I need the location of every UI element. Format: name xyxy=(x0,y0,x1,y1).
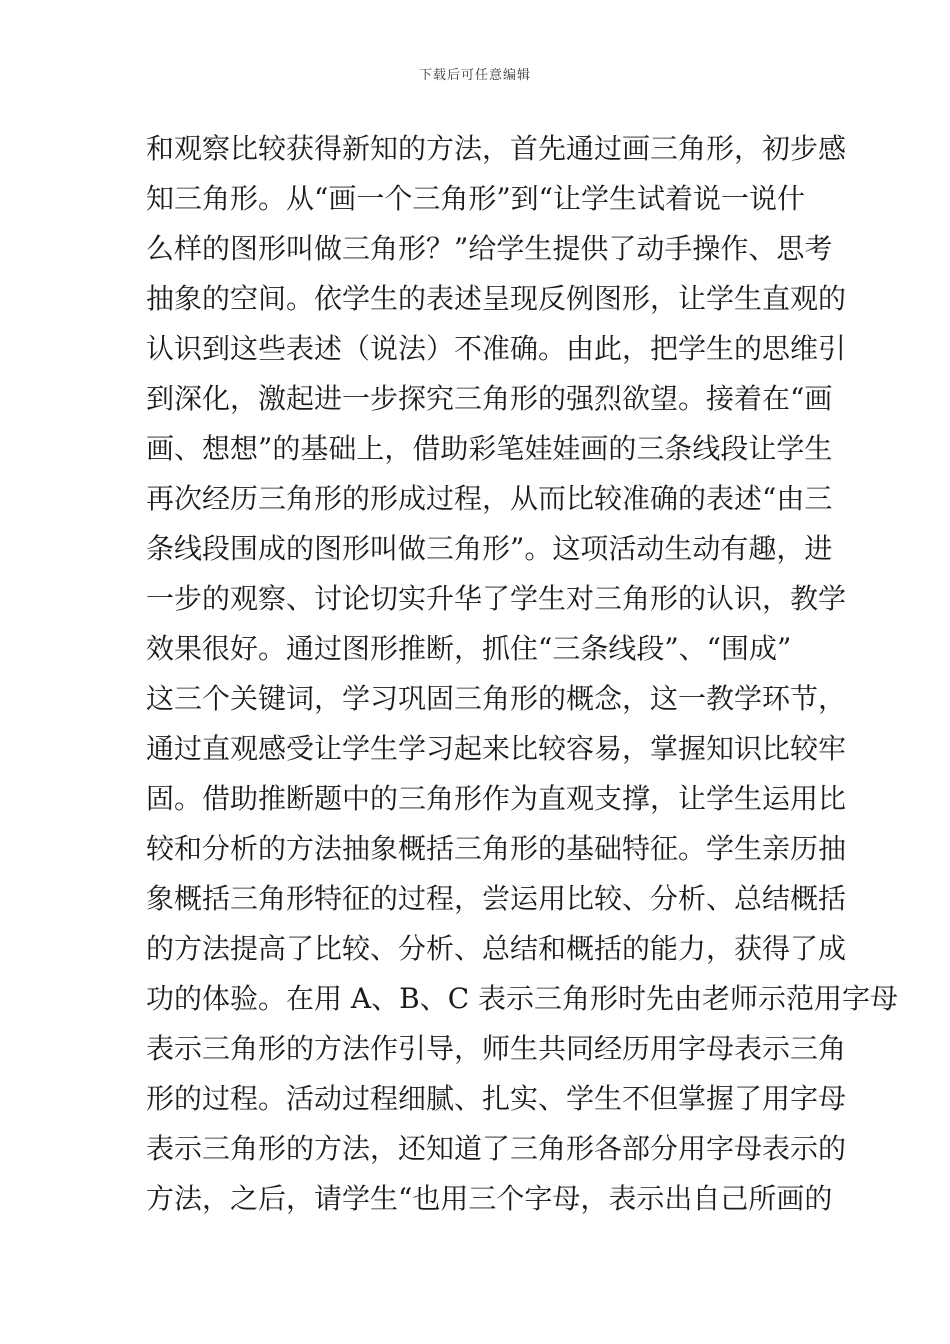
text-line: 到深化，激起进一步探究三角形的强烈欲望。接着在“画 xyxy=(146,382,833,415)
text-line: 再次经历三角形的形成过程，从而比较准确的表述“由三 xyxy=(146,482,833,515)
text-line: 固。借助推断题中的三角形作为直观支撑，让学生运用比 xyxy=(146,782,847,815)
text-line: 一步的观察、讨论切实升华了学生对三角形的认识，教学 xyxy=(146,582,847,615)
text-line: 象概括三角形特征的过程，尝运用比较、分析、总结概括 xyxy=(146,882,847,915)
text-line: 功的体验。在用 A、B、C 表示三角形时先由老师示范用字母 xyxy=(146,982,899,1015)
text-line: 表示三角形的方法，还知道了三角形各部分用字母表示的 xyxy=(146,1132,847,1165)
text-line: 知三角形。从“画一个三角形”到“让学生试着说一说什 xyxy=(146,182,805,215)
text-line: 效果很好。通过图形推断，抓住“三条线段”、“围成” xyxy=(146,632,792,665)
text-line: 这三个关键词，学习巩固三角形的概念，这一教学环节， xyxy=(146,682,847,715)
page-header: 下载后可任意编辑 xyxy=(418,68,531,83)
text-line: 较和分析的方法抽象概括三角形的基础特征。学生亲历抽 xyxy=(146,832,847,865)
text-line: 通过直观感受让学生学习起来比较容易，掌握知识比较牢 xyxy=(146,732,847,765)
text-line: 画、想想”的基础上，借助彩笔娃娃画的三条线段让学生 xyxy=(146,432,833,465)
document-body xyxy=(146,124,899,1224)
text-line: 认识到这些表述（说法）不准确。由此，把学生的思维引 xyxy=(146,332,847,365)
text-line: 么样的图形叫做三角形？”给学生提供了动手操作、思考 xyxy=(146,232,833,265)
text-line: 和观察比较获得新知的方法，首先通过画三角形，初步感 xyxy=(146,132,847,165)
text-line: 的方法提高了比较、分析、总结和概括的能力，获得了成 xyxy=(146,932,847,965)
text-line: 抽象的空间。依学生的表述呈现反例图形，让学生直观的 xyxy=(146,282,847,315)
text-line: 表示三角形的方法作引导，师生共同经历用字母表示三角 xyxy=(146,1032,847,1065)
text-line: 形的过程。活动过程细腻、扎实、学生不但掌握了用字母 xyxy=(146,1082,847,1115)
text-line: 条线段围成的图形叫做三角形”。这项活动生动有趣，进 xyxy=(146,532,833,565)
text-line: 方法，之后，请学生“也用三个字母，表示出自己所画的 xyxy=(146,1182,833,1215)
